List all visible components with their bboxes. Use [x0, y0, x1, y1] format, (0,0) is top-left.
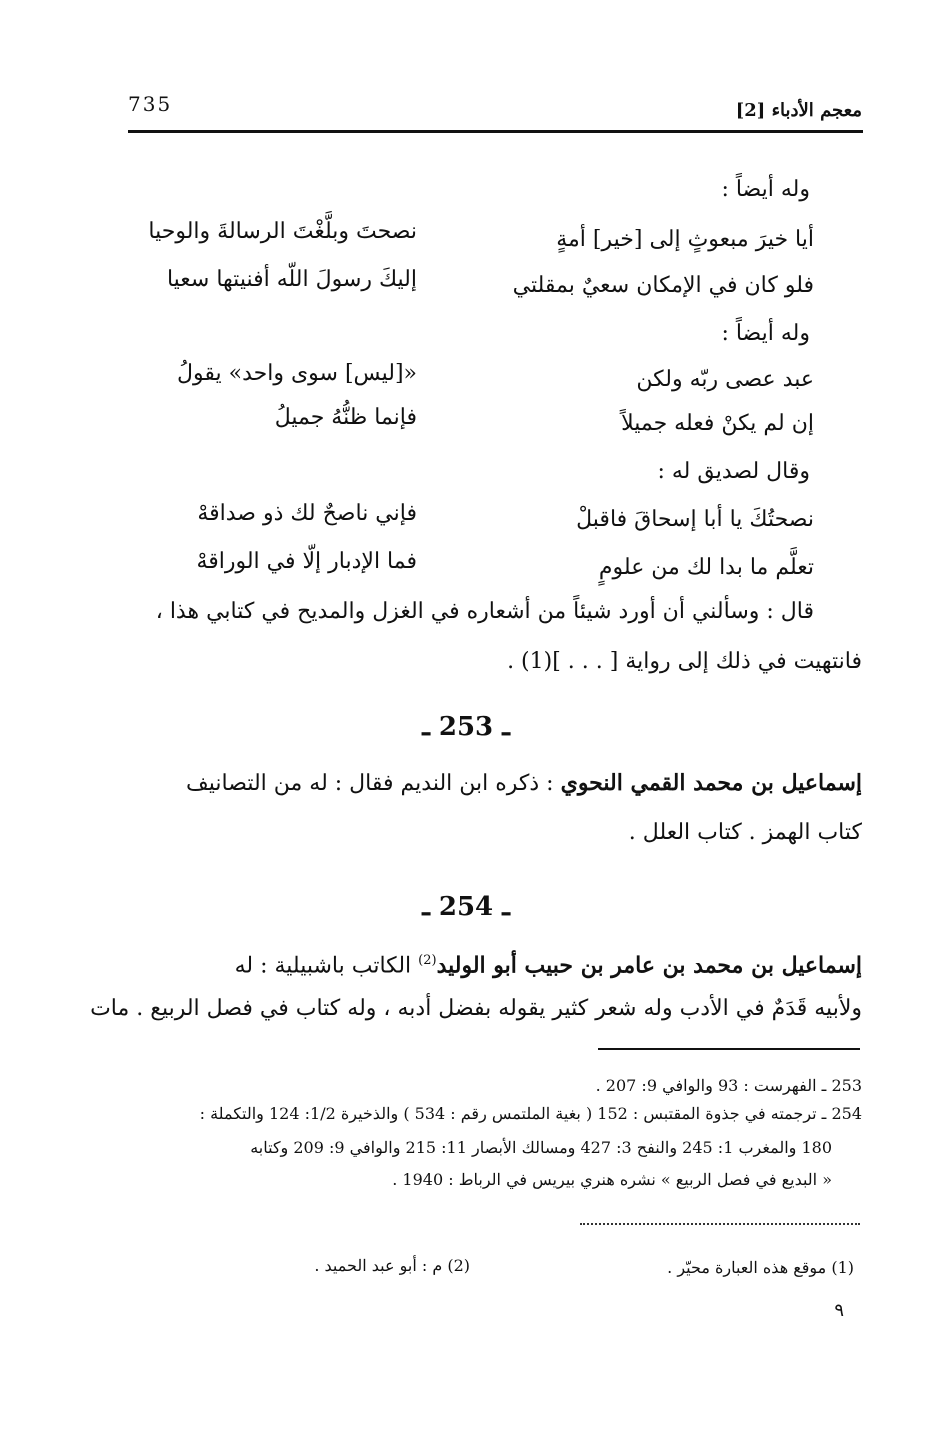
poem3-intro: وقال لصديق له :: [657, 459, 810, 484]
footnote-source-253: 253 ـ الفهرست : 93 والوافي 9: 207 .: [595, 1076, 862, 1095]
footnote-source-254-line3: « البديع في فصل الربيع » نشره هنري بيريس في الرباط : 1940 .: [392, 1170, 832, 1189]
entry-253-name: إسماعيل بن محمد القمي النحوي: [560, 770, 862, 796]
footnote-source-254-line1: 254 ـ ترجمته في جذوة المقتبس : 152 ( بغية الملتمس رقم : 534 ) والذخيرة 1/2: 124 والتكملة :: [199, 1104, 862, 1123]
entry-253-line1: [186, 758, 862, 809]
footnote-rule: [598, 1048, 860, 1050]
poem2-verse1-second: «[ليس] سوى واحد» يقولُ: [177, 361, 417, 386]
poem3-verse2-first: تعلَّم ما بدا لك من علومٍ: [598, 555, 814, 580]
entry-254-name: إسماعيل بن محمد بن عامر بن حبيب أبو الوليد: [436, 952, 862, 979]
footnote-dotted-separator: [580, 1223, 860, 1225]
poem2-verse2-first: إن لم يكنْ فعله جميلاً: [621, 411, 814, 436]
footnote-2: (2) م : أبو عبد الحميد .: [314, 1256, 470, 1275]
poem2-verse1-first: عبد عصى ربّه ولكن: [636, 367, 814, 392]
footnote-source-254-line2: 180 والمغرب 1: 245 والنفح 3: 427 ومسالك الأبصار 11: 215 والوافي 9: 209 وكتابه: [250, 1138, 832, 1157]
entry-253-line2: كتاب الهمز . كتاب العلل .: [628, 820, 862, 845]
poem3-verse2-second: فما الإدبار إلّا في الوراقهْ: [196, 549, 417, 574]
closing-line1: قال : وسألني أن أورد شيئاً من أشعاره في الغزل والمديح في كتابي هذا ،: [155, 599, 814, 624]
page-number: 735: [128, 92, 173, 116]
entry-254-number: ـ 254 ـ: [422, 892, 510, 922]
poem2-verse2-second: فإنما ظنُّهُ جميلُ: [274, 405, 417, 430]
poem1-verse1-second: نصحتَ وبلَّغْتَ الرسالةَ والوحيا: [148, 219, 417, 244]
entry-254-text1: الكاتب باشبيلية : له: [234, 953, 419, 979]
poem1-intro: وله أيضاً :: [721, 177, 810, 202]
poem1-verse1-first: أيا خيرَ مبعوثٍ إلى [خير] أمةٍ: [556, 227, 814, 252]
poem1-verse2-first: فلو كان في الإمكان سعيٌ بمقلتي: [512, 273, 814, 298]
entry-253-text1: : ذكره ابن النديم فقال : له من التصانيف: [186, 771, 561, 796]
entry-253-number: ـ 253 ـ: [422, 712, 510, 742]
header-rule: [128, 130, 863, 133]
poem3-verse1-first: نصحتُكَ يا أبا إسحاقَ فاقبلْ: [576, 507, 814, 532]
running-title: معجم الأدباء [2]: [735, 100, 862, 121]
printer-signature: ٩: [834, 1300, 844, 1321]
footnote-1: (1) موقع هذه العبارة محيّر .: [667, 1258, 854, 1277]
poem3-verse1-second: فإني ناصحٌ لك ذو صداقهْ: [197, 501, 417, 526]
closing-line2: فانتهيت في ذلك إلى رواية [ . . . ](1) .: [507, 649, 862, 674]
poem1-verse2-second: إليكَ رسولَ اللّه أفنيتها سعيا: [166, 267, 417, 292]
entry-254-line2: ولأبيه قَدَمٌ في الأدب وله شعر كثير يقوله بفضل أدبه ، وله كتاب في فصل الربيع . مات: [90, 996, 862, 1021]
poem2-intro: وله أيضاً :: [721, 321, 810, 346]
entry-254-footnote-mark: (2): [418, 953, 437, 968]
